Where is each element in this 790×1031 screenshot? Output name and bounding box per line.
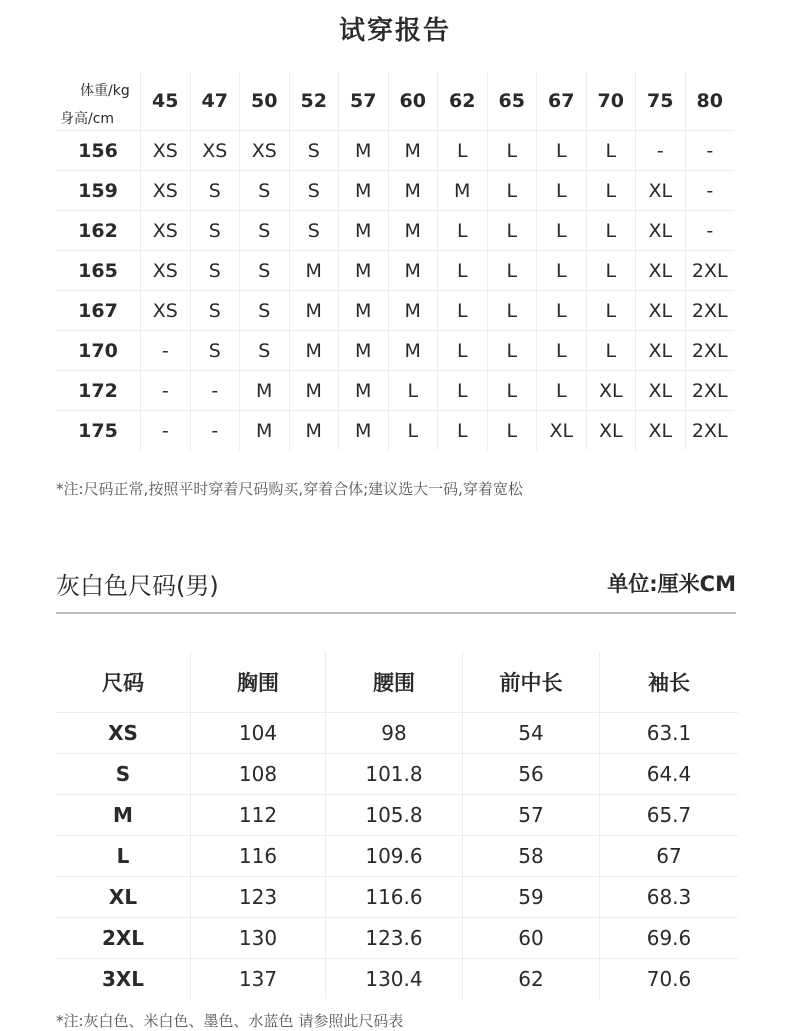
tryon-size-cell: M — [388, 131, 438, 171]
measurement-cell: 112 — [191, 795, 326, 836]
tryon-note: *注:尺码正常,按照平时穿着尺码购买,穿着合体;建议选大一码,穿着宽松 — [56, 480, 523, 498]
tryon-size-cell: S — [190, 251, 240, 291]
section-divider — [56, 612, 736, 614]
tryon-size-cell: - — [141, 371, 191, 411]
tryon-row — [56, 331, 734, 371]
weight-header-cell: 50 — [240, 72, 290, 131]
size-label-cell: XS — [56, 713, 191, 754]
weight-header-cell: 57 — [339, 72, 389, 131]
tryon-size-cell: 2XL — [685, 251, 734, 291]
measurement-cell: 116.6 — [326, 877, 463, 918]
tryon-size-cell: L — [388, 371, 438, 411]
tryon-size-cell: M — [339, 331, 389, 371]
measurement-cell: 105.8 — [326, 795, 463, 836]
height-header-cell: 162 — [56, 211, 141, 251]
tryon-size-cell: L — [438, 411, 488, 451]
tryon-size-cell: - — [685, 211, 734, 251]
size-chart-row — [56, 754, 738, 795]
measurement-cell: 67 — [600, 836, 739, 877]
tryon-size-cell: XS — [240, 131, 290, 171]
weight-header-cell: 47 — [190, 72, 240, 131]
tryon-size-cell: XL — [586, 411, 636, 451]
tryon-size-cell: M — [339, 411, 389, 451]
height-header-cell: 172 — [56, 371, 141, 411]
measurement-cell: 104 — [191, 713, 326, 754]
tryon-size-cell: S — [240, 171, 290, 211]
tryon-size-cell: L — [537, 171, 587, 211]
size-chart-header-row — [56, 652, 738, 713]
size-chart-title: 灰白色尺码(男) — [56, 572, 219, 600]
weight-header-cell: 52 — [289, 72, 339, 131]
tryon-row — [56, 131, 734, 171]
tryon-size-cell: L — [438, 291, 488, 331]
measurement-cell: 101.8 — [326, 754, 463, 795]
measurement-cell: 116 — [191, 836, 326, 877]
tryon-size-cell: L — [537, 331, 587, 371]
measurement-cell: 98 — [326, 713, 463, 754]
measurement-cell: 123.6 — [326, 918, 463, 959]
tryon-size-cell: XL — [636, 171, 686, 211]
tryon-size-cell: M — [289, 411, 339, 451]
tryon-size-cell: L — [537, 211, 587, 251]
measurement-cell: 109.6 — [326, 836, 463, 877]
tryon-size-cell: M — [240, 371, 290, 411]
tryon-size-cell: M — [339, 131, 389, 171]
tryon-size-cell: XL — [636, 251, 686, 291]
size-label-cell: L — [56, 836, 191, 877]
tryon-size-cell: 2XL — [691, 419, 728, 442]
size-label-cell: M — [56, 795, 191, 836]
size-label-cell: XL — [56, 877, 191, 918]
tryon-size-cell: M — [388, 331, 438, 371]
tryon-size-cell: L — [586, 291, 636, 331]
measurement-cell: 123 — [191, 877, 326, 918]
tryon-size-cell: L — [388, 411, 438, 451]
tryon-size-cell: M — [289, 291, 339, 331]
size-chart-row — [56, 795, 738, 836]
tryon-size-cell: XS — [141, 291, 191, 331]
measurement-cell: 60 — [463, 918, 600, 959]
tryon-size-cell: XL — [636, 291, 686, 331]
tryon-size-cell: M — [388, 211, 438, 251]
tryon-size-cell: XL — [537, 411, 587, 451]
size-chart-row — [56, 877, 738, 918]
tryon-size-cell: L — [586, 331, 636, 371]
tryon-size-cell: L — [586, 171, 636, 211]
height-axis-label: 身高/cm — [60, 111, 115, 127]
tryon-size-cell: L — [438, 251, 488, 291]
tryon-size-cell: - — [190, 411, 240, 451]
tryon-row — [56, 251, 734, 291]
tryon-size-cell: L — [537, 131, 587, 171]
tryon-size-cell: M — [339, 211, 389, 251]
size-chart-header-cell: 前中长 — [463, 652, 600, 713]
tryon-size-cell: XS — [141, 131, 191, 171]
measurement-cell: 56 — [463, 754, 600, 795]
tryon-size-cell: S — [190, 211, 240, 251]
tryon-size-cell: L — [487, 171, 537, 211]
tryon-row — [56, 291, 734, 331]
tryon-table — [56, 72, 734, 450]
tryon-size-cell: - — [685, 171, 734, 211]
tryon-size-cell: L — [487, 371, 537, 411]
tryon-size-cell: L — [586, 211, 636, 251]
tryon-size-cell: L — [487, 291, 537, 331]
tryon-size-cell: L — [438, 211, 488, 251]
tryon-size-cell: - — [685, 131, 734, 171]
tryon-size-cell: M — [289, 331, 339, 371]
size-chart-header-cell: 尺码 — [56, 652, 191, 713]
tryon-size-cell: S — [240, 211, 290, 251]
tryon-size-cell: S — [190, 331, 240, 371]
weight-header-cell: 70 — [586, 72, 636, 131]
measurement-cell: 70.6 — [646, 967, 692, 991]
tryon-size-cell: L — [438, 331, 488, 371]
tryon-size-cell: XL — [586, 371, 636, 411]
height-header-cell: 159 — [56, 171, 141, 211]
tryon-size-cell: XL — [636, 411, 686, 451]
tryon-size-cell: XL — [636, 371, 686, 411]
tryon-size-cell: S — [240, 251, 290, 291]
tryon-size-cell: S — [289, 131, 339, 171]
weight-header-cell: 67 — [537, 72, 587, 131]
size-chart-header-cell: 胸围 — [191, 652, 326, 713]
height-header-cell: 175 — [56, 411, 141, 451]
size-label-cell: S — [56, 754, 191, 795]
tryon-size-cell: 2XL — [685, 371, 734, 411]
size-chart-unit: 单位:厘米CM — [607, 572, 736, 596]
tryon-size-cell: M — [388, 171, 438, 211]
weight-header-cell: 80 — [685, 72, 734, 131]
tryon-size-cell: M — [339, 371, 389, 411]
tryon-size-cell: XS — [141, 251, 191, 291]
tryon-size-cell: L — [487, 211, 537, 251]
height-header-cell: 170 — [56, 331, 141, 371]
tryon-size-cell: M — [438, 171, 488, 211]
height-header-cell: 156 — [56, 131, 141, 171]
tryon-size-cell: M — [388, 291, 438, 331]
measurement-cell: 58 — [463, 836, 600, 877]
tryon-header-row — [56, 72, 734, 131]
tryon-size-cell: XS — [141, 171, 191, 211]
tryon-size-cell: L — [586, 131, 636, 171]
tryon-size-cell: S — [240, 331, 290, 371]
size-chart-row — [56, 713, 738, 754]
size-chart-row — [56, 918, 738, 959]
tryon-row — [56, 371, 734, 411]
tryon-size-cell: 2XL — [685, 291, 734, 331]
measurement-cell: 65.7 — [600, 795, 739, 836]
measurement-cell: 59 — [463, 877, 600, 918]
tryon-size-cell: M — [339, 291, 389, 331]
size-chart-table — [56, 652, 738, 999]
tryon-size-cell: XL — [636, 211, 686, 251]
weight-header-cell: 75 — [636, 72, 686, 131]
size-chart-header-cell: 腰围 — [326, 652, 463, 713]
size-chart-note: *注:灰白色、米白色、墨色、水蓝色 请参照此尺码表 — [56, 1012, 404, 1030]
tryon-size-cell: L — [487, 331, 537, 371]
size-chart-row — [56, 836, 738, 877]
size-chart-header-cell: 袖长 — [600, 652, 739, 713]
measurement-cell: 57 — [463, 795, 600, 836]
tryon-size-cell: L — [487, 131, 537, 171]
weight-axis-label: 体重/kg — [80, 83, 130, 99]
tryon-size-cell: - — [141, 331, 191, 371]
tryon-size-cell: - — [141, 411, 191, 451]
tryon-size-cell: 2XL — [685, 331, 734, 371]
tryon-size-cell: L — [537, 371, 587, 411]
tryon-row — [56, 411, 734, 451]
height-header-cell: 167 — [56, 291, 141, 331]
tryon-size-cell: S — [190, 171, 240, 211]
measurement-cell: 62 — [463, 959, 600, 1000]
tryon-size-cell: M — [289, 371, 339, 411]
measurement-cell: 130 — [191, 918, 326, 959]
measurement-cell: 69.6 — [600, 918, 739, 959]
tryon-size-cell: S — [289, 211, 339, 251]
tryon-size-cell: S — [240, 291, 290, 331]
tryon-size-cell: M — [240, 411, 290, 451]
weight-header-cell: 62 — [438, 72, 488, 131]
tryon-size-cell: - — [636, 131, 686, 171]
height-header-cell: 165 — [56, 251, 141, 291]
measurement-cell: 68.3 — [600, 877, 739, 918]
size-label-cell: 3XL — [56, 959, 191, 1000]
tryon-size-cell: M — [339, 251, 389, 291]
size-label-cell: 2XL — [56, 918, 191, 959]
weight-header-cell: 60 — [388, 72, 438, 131]
tryon-row — [56, 171, 734, 211]
measurement-cell: 130.4 — [326, 959, 463, 1000]
tryon-size-cell: - — [190, 371, 240, 411]
tryon-size-cell: XS — [190, 131, 240, 171]
tryon-size-cell: XL — [636, 331, 686, 371]
tryon-size-cell: L — [438, 131, 488, 171]
tryon-size-cell: L — [586, 251, 636, 291]
weight-header-cell: 65 — [487, 72, 537, 131]
tryon-row — [56, 211, 734, 251]
tryon-size-cell: L — [438, 371, 488, 411]
measurement-cell: 63.1 — [600, 713, 739, 754]
size-chart-row — [56, 959, 738, 1000]
tryon-size-cell: S — [289, 171, 339, 211]
tryon-size-cell: M — [388, 251, 438, 291]
tryon-size-cell: S — [190, 291, 240, 331]
tryon-size-cell: L — [487, 251, 537, 291]
measurement-cell: 54 — [463, 713, 600, 754]
measurement-cell: 137 — [191, 959, 326, 1000]
tryon-size-cell: L — [537, 291, 587, 331]
tryon-size-cell: M — [289, 251, 339, 291]
measurement-cell: 64.4 — [600, 754, 739, 795]
tryon-corner-cell — [56, 72, 141, 131]
tryon-size-cell: L — [537, 251, 587, 291]
tryon-size-cell: XS — [141, 211, 191, 251]
report-title: 试穿报告 — [338, 16, 451, 46]
weight-header-cell: 45 — [141, 72, 191, 131]
tryon-size-cell: M — [339, 171, 389, 211]
measurement-cell: 108 — [191, 754, 326, 795]
tryon-size-cell: L — [487, 411, 537, 451]
